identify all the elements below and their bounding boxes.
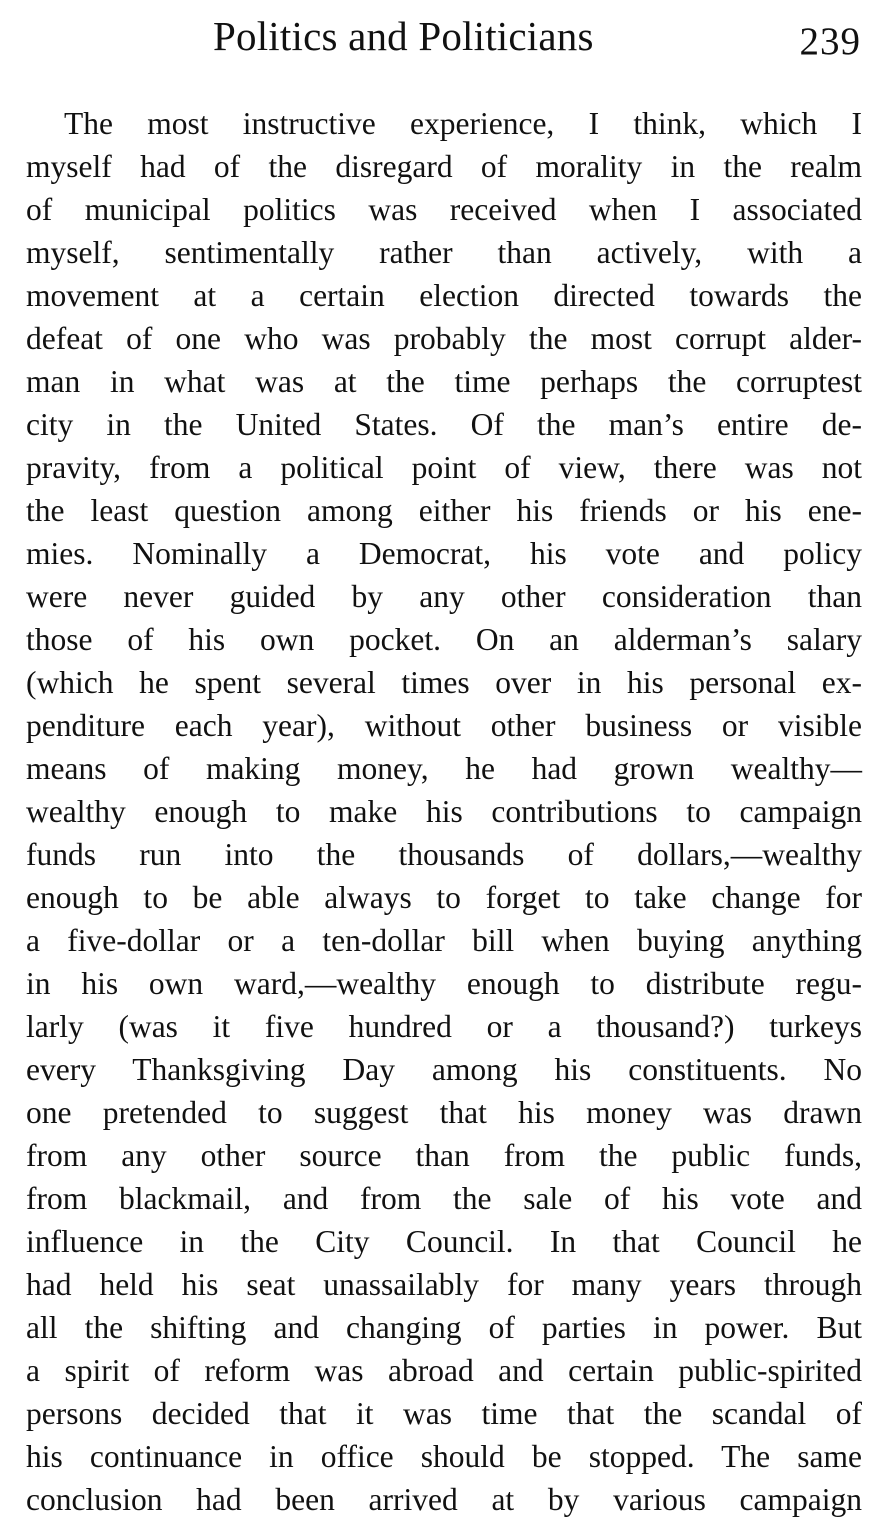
text-line: had held his seat unassailably for many years through (26, 1267, 862, 1302)
text-line: enough to be able always to forget to take change for (26, 880, 862, 915)
text-line: mies. Nominally a Democrat, his vote and policy (26, 536, 862, 571)
text-line: myself had of the disregard of morality in the realm (26, 149, 862, 184)
text-line: (which he spent several times over in his personal ex- (26, 665, 862, 700)
text-line: penditure each year), without other business or visible (26, 708, 862, 743)
text-line: all the shifting and changing of parties in power. But (26, 1310, 862, 1345)
body-paragraph (26, 102, 862, 1521)
text-line: of municipal politics was received when I associated (26, 192, 862, 227)
text-line: the least question among either his friends or his ene- (26, 493, 862, 528)
text-line: funds run into the thousands of dollars,—wealthy (26, 837, 862, 872)
text-line: in his own ward,—wealthy enough to distribute regu- (26, 966, 862, 1001)
text-line: those of his own pocket. On an alderman’s salary (26, 622, 862, 657)
text-line: The most instructive experience, I think, which I (64, 106, 862, 141)
text-line: from any other source than from the public funds, (26, 1138, 862, 1173)
text-line: were never guided by any other consideration than (26, 579, 862, 614)
text-line: influence in the City Council. In that Council he (26, 1224, 862, 1259)
text-line: a spirit of reform was abroad and certain public-spirited (26, 1353, 862, 1388)
text-line: persons decided that it was time that the scandal of (26, 1396, 862, 1431)
text-line: city in the United States. Of the man’s entire de- (26, 407, 862, 442)
text-line: defeat of one who was probably the most corrupt alder- (26, 321, 862, 356)
text-line: means of making money, he had grown wealthy— (26, 751, 862, 786)
text-line: man in what was at the time perhaps the corruptest (26, 364, 862, 399)
text-line: one pretended to suggest that his money was drawn (26, 1095, 862, 1130)
chapter-title: Politics and Politicians (213, 13, 594, 59)
text-line: movement at a certain election directed towards the (26, 278, 862, 313)
text-line: conclusion had been arrived at by various campaign (26, 1482, 862, 1517)
text-line: every Thanksgiving Day among his constituents. No (26, 1052, 862, 1087)
text-line: wealthy enough to make his contributions to campaign (26, 794, 862, 829)
text-line: from blackmail, and from the sale of his vote and (26, 1181, 862, 1216)
text-line: larly (was it five hundred or a thousand?) turkeys (26, 1009, 862, 1044)
text-line: myself, sentimentally rather than actively, with a (26, 235, 862, 270)
page-number: 239 (799, 20, 861, 63)
text-line: his continuance in office should be stopped. The same (26, 1439, 862, 1474)
text-line: pravity, from a political point of view, there was not (26, 450, 862, 485)
text-line: a five-dollar or a ten-dollar bill when buying anything (26, 923, 862, 958)
running-head (0, 8, 887, 68)
